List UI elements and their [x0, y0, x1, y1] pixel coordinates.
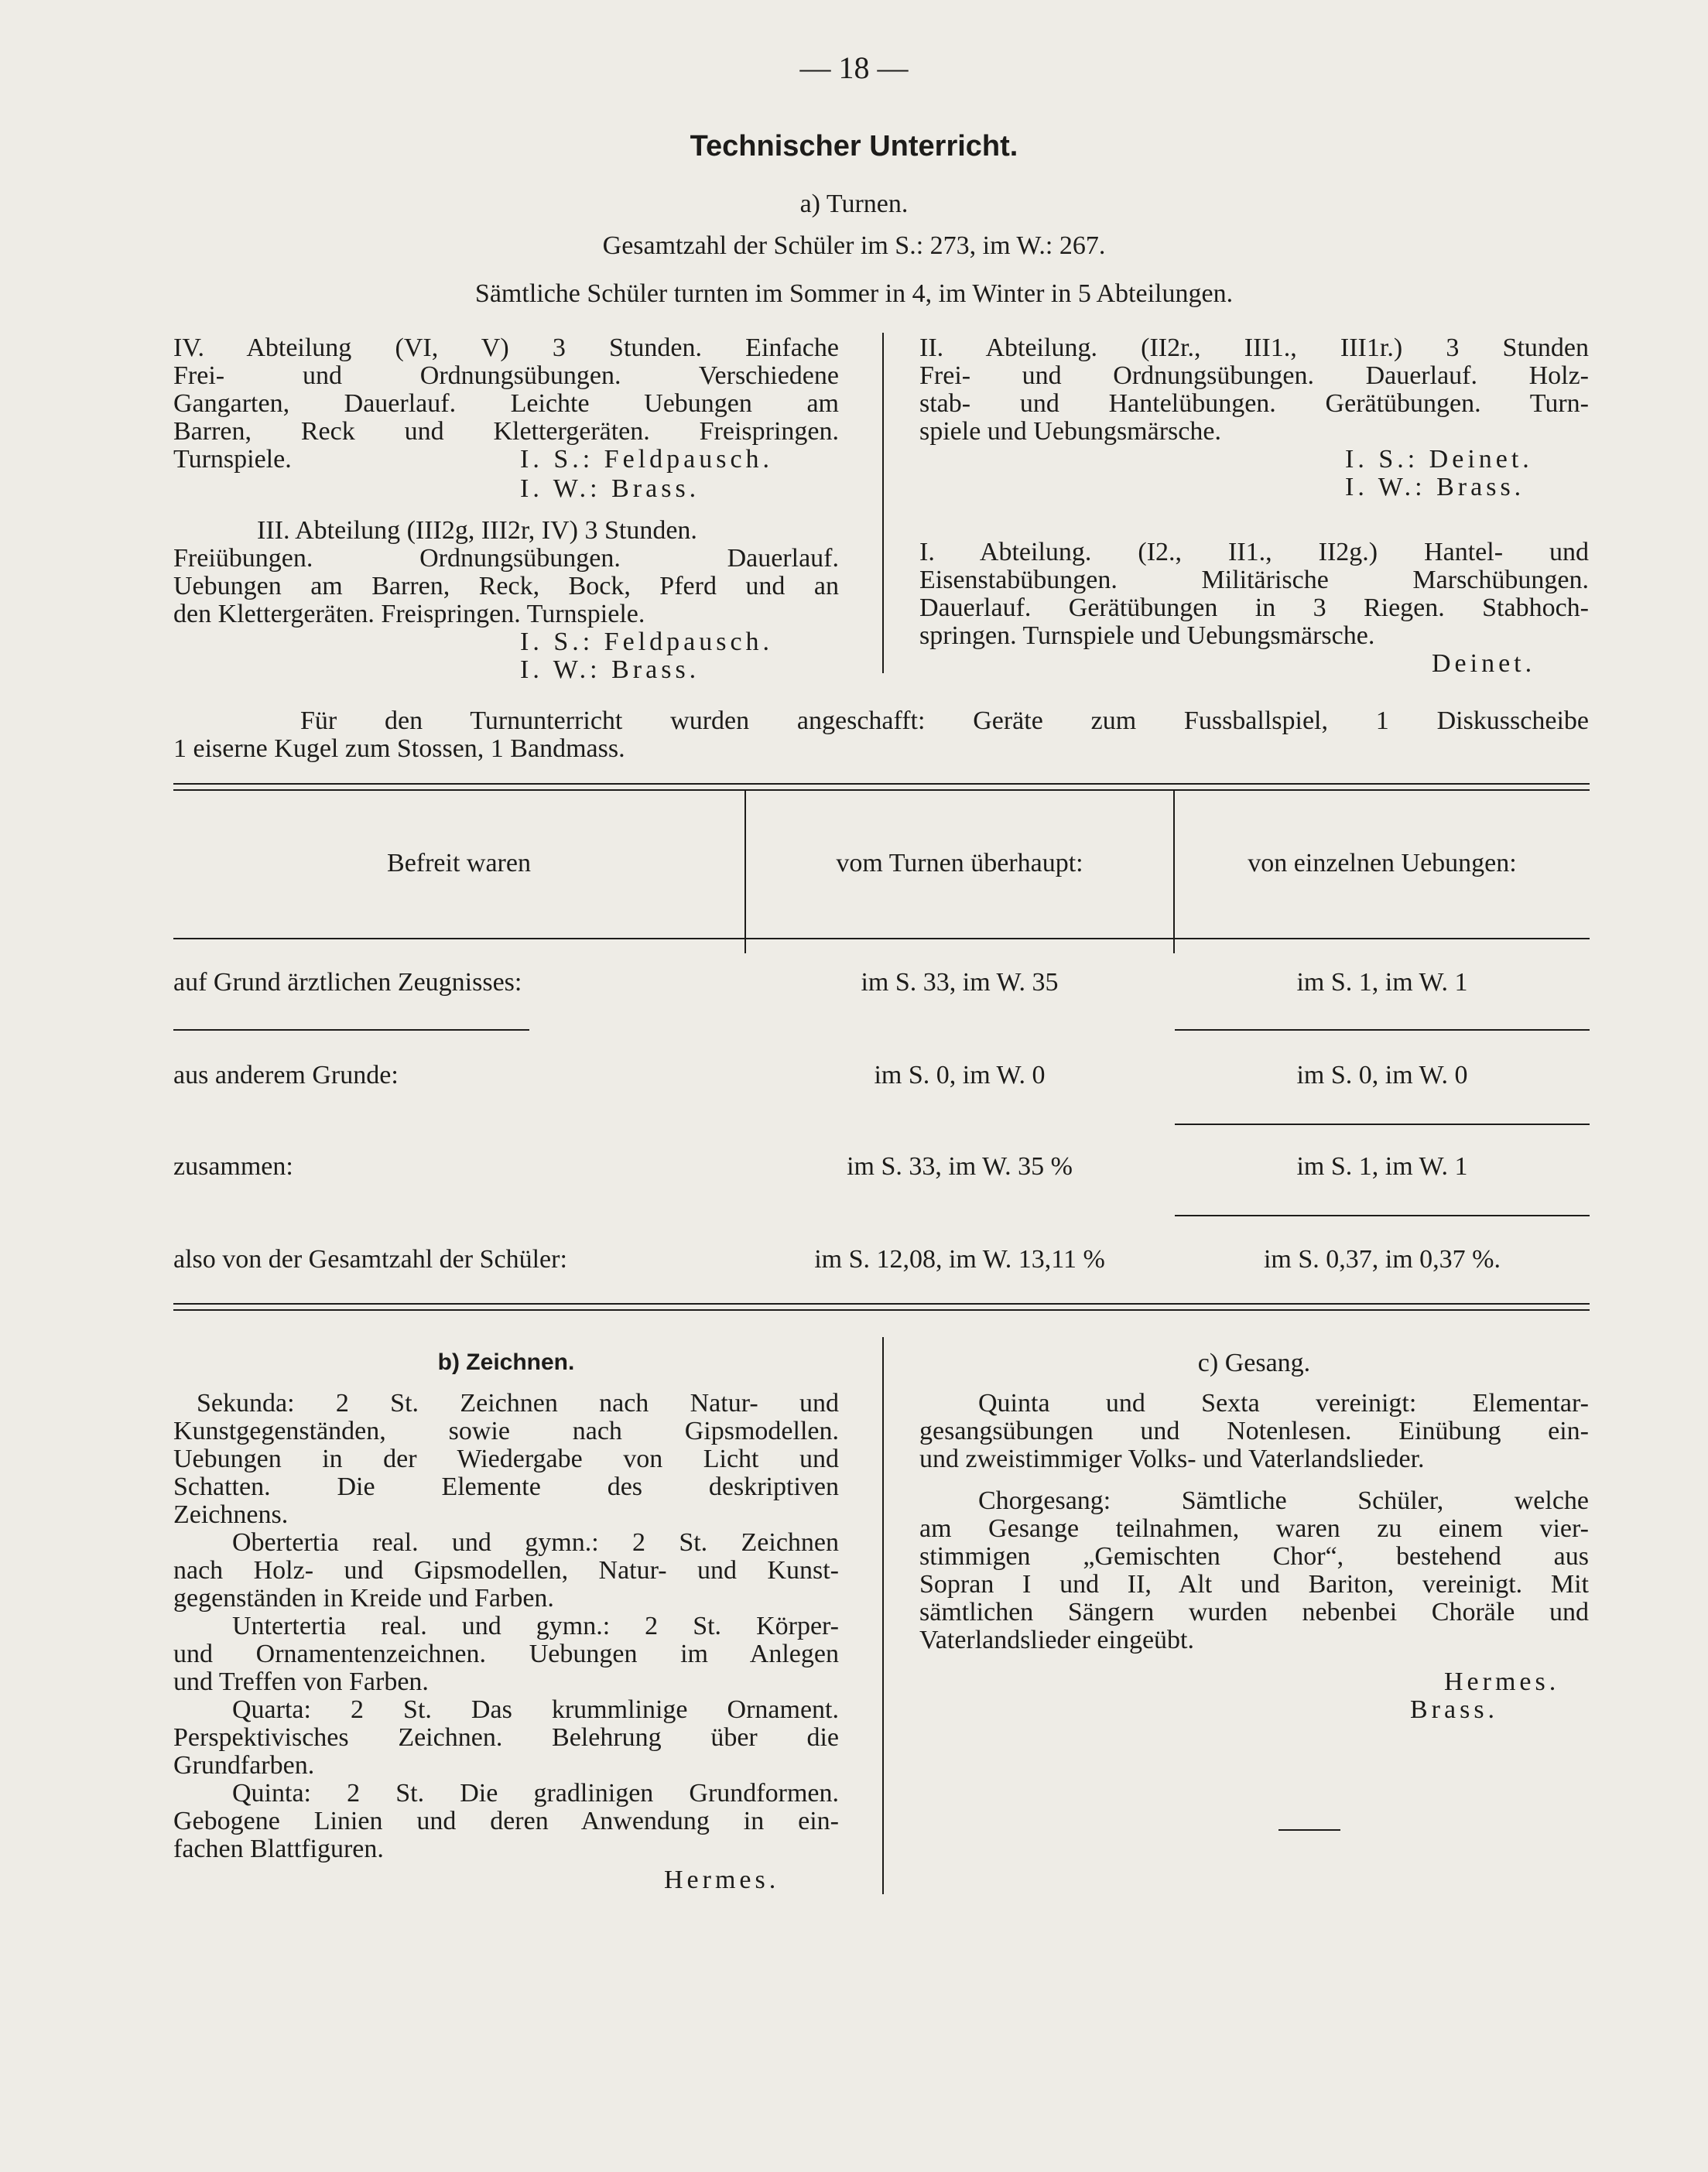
zeichnen-line: Grundfarben.	[173, 1751, 315, 1780]
turnen-heading: a) Turnen.	[799, 190, 909, 218]
iii-line: Uebungen am Barren, Reck, Bock, Pferd und an	[173, 572, 839, 600]
ii-teacher-summer: I. S.: Deinet.	[1345, 445, 1533, 474]
ii-line: Frei- und Ordnungsübungen. Dauerlauf. Holz-	[919, 361, 1589, 390]
i-line: Eisenstabübungen. Militärische Marschübungen.	[919, 566, 1589, 594]
gesang-line: und zweistimmiger Volks- und Vaterlandslieder.	[919, 1445, 1425, 1473]
gesang-heading	[919, 1349, 1589, 1377]
column-divider	[882, 1337, 884, 1894]
zeichnen-line: gegenständen in Kreide und Farben.	[173, 1584, 554, 1613]
ii-teacher-winter: I. W.: Brass.	[1345, 473, 1525, 501]
zeichnen-line: Obertertia real. und gymn.: 2 St. Zeichnen	[232, 1528, 839, 1557]
gesang-line: stimmigen „Gemischten Chor“, bestehend aus	[919, 1542, 1589, 1571]
iv-line: IV. Abteilung (VI, V) 3 Stunden. Einfache	[173, 333, 839, 362]
i-teacher: Deinet.	[1432, 649, 1536, 678]
table-cell: im S. 0, im W. 0	[1296, 1061, 1468, 1089]
gesang-heading-text: c) Gesang.	[1197, 1349, 1311, 1377]
page-title: Technischer Unterricht.	[690, 130, 1018, 162]
table-cell: im S. 0,37, im 0,37 %.	[1263, 1245, 1501, 1274]
divisions-line: Sämtliche Schüler turnten im Sommer in 4, im Winter in 5 Abteilungen.	[474, 279, 1234, 308]
zeichnen-line: Kunstgegenständen, sowie nach Gipsmodellen.	[173, 1417, 839, 1445]
table-top-rule	[173, 783, 1590, 785]
i-line: Dauerlauf. Gerätübungen in 3 Riegen. Stabhoch-	[919, 593, 1589, 622]
ii-line: stab- und Hantelübungen. Gerätübungen. Turn-	[919, 389, 1589, 418]
iv-teacher-summer: I. S.: Feldpausch.	[520, 445, 774, 474]
gesang-line: Sopran I und II, Alt und Bariton, vereinigt. Mit	[919, 1570, 1589, 1599]
table-cell: im S. 12,08, im W. 13,11 %	[814, 1245, 1105, 1274]
table-cell: im S. 33, im W. 35	[861, 968, 1059, 997]
iv-line: Frei- und Ordnungsübungen. Verschiedene	[173, 361, 839, 390]
zeichnen-line: Schatten. Die Elemente des deskriptiven	[173, 1473, 839, 1501]
table-row-rule	[173, 938, 1590, 939]
iii-line: Freiübungen. Ordnungsübungen. Dauerlauf.	[173, 544, 839, 573]
gesang-signature: Hermes.	[1444, 1667, 1560, 1696]
end-rule	[1278, 1829, 1340, 1831]
page-number: — 18 —	[799, 50, 909, 85]
table-row-rule	[1175, 1215, 1590, 1216]
zeichnen-line: und Treffen von Farben.	[173, 1667, 429, 1696]
table-header: vom Turnen überhaupt:	[836, 849, 1083, 877]
iii-line: III. Abteilung (III2g, III2r, IV) 3 Stunden.	[257, 516, 697, 545]
gesang-line: sämtlichen Sängern wurden nebenbei Choräle und	[919, 1598, 1589, 1626]
zeichnen-signature: Hermes.	[664, 1866, 780, 1894]
gesang-line: Quinta und Sexta vereinigt: Elementar-	[978, 1389, 1589, 1418]
column-divider	[882, 333, 884, 673]
ii-line: spiele und Uebungsmärsche.	[919, 417, 1221, 446]
zeichnen-line: Untertertia real. und gymn.: 2 St. Körper-	[232, 1612, 839, 1640]
table-row-rule	[173, 1029, 529, 1031]
iii-teacher-winter: I. W.: Brass.	[520, 655, 700, 684]
table-row-label: also von der Gesamtzahl der Schüler:	[173, 1245, 567, 1274]
table-bottom-rule	[173, 1303, 1590, 1305]
i-line: I. Abteilung. (I2., II1., II2g.) Hantel- und	[919, 538, 1589, 566]
i-line: springen. Turnspiele und Uebungsmärsche.	[919, 621, 1375, 650]
zeichnen-line: Zeichnens.	[173, 1500, 289, 1529]
zeichnen-line: fachen Blattfiguren.	[173, 1835, 384, 1863]
gesang-line: am Gesange teilnahmen, waren zu einem vier-	[919, 1514, 1589, 1543]
table-cell: im S. 1, im W. 1	[1296, 968, 1468, 997]
zeichnen-line: Quinta: 2 St. Die gradlinigen Grundformen.	[232, 1779, 839, 1808]
iii-teacher-summer: I. S.: Feldpausch.	[520, 628, 774, 656]
total-students-line: Gesamtzahl der Schüler im S.: 273, im W.: 267.	[602, 231, 1106, 260]
table-cell: im S. 33, im W. 35 %	[847, 1152, 1073, 1181]
zeichnen-line: Uebungen in der Wiedergabe von Licht und	[173, 1445, 839, 1473]
purchase-line: Für den Turnunterricht wurden angeschafft: Geräte zum Fussballspiel, 1 Diskusscheibe	[300, 706, 1589, 735]
zeichnen-line: Perspektivisches Zeichnen. Belehrung über die	[173, 1723, 839, 1752]
table-header: von einzelnen Uebungen:	[1248, 849, 1517, 877]
ii-line: II. Abteilung. (II2r., III1., III1r.) 3 Stunden	[919, 333, 1589, 362]
zeichnen-heading: b) Zeichnen.	[437, 1349, 575, 1375]
iv-line: Barren, Reck und Klettergeräten. Freispringen.	[173, 417, 839, 446]
iii-line: den Klettergeräten. Freispringen. Turnspiele.	[173, 600, 645, 628]
purchase-line: 1 eiserne Kugel zum Stossen, 1 Bandmass.	[173, 734, 625, 763]
zeichnen-line: Quarta: 2 St. Das krummlinige Ornament.	[232, 1695, 839, 1724]
table-row-rule	[1175, 1029, 1590, 1031]
table-bottom-rule	[173, 1309, 1590, 1311]
table-header: Befreit waren	[387, 849, 531, 877]
table-top-rule	[173, 789, 1590, 791]
table-row-label: aus anderem Grunde:	[173, 1061, 399, 1089]
table-row-label: auf Grund ärztlichen Zeugnisses:	[173, 968, 522, 997]
iv-teacher-winter: I. W.: Brass.	[520, 474, 700, 503]
table-row-rule	[1175, 1124, 1590, 1125]
iv-line: Turnspiele.	[173, 445, 292, 474]
table-row-label: zusammen:	[173, 1152, 293, 1181]
section-heading-turnen	[0, 190, 1708, 218]
zeichnen-line: Sekunda: 2 St. Zeichnen nach Natur- und	[197, 1389, 839, 1418]
gesang-line: Chorgesang: Sämtliche Schüler, welche	[978, 1486, 1589, 1515]
gesang-line: gesangsübungen und Notenlesen. Einübung ein-	[919, 1417, 1589, 1445]
table-cell: im S. 0, im W. 0	[874, 1061, 1046, 1089]
zeichnen-line: und Ornamentenzeichnen. Uebungen im Anlegen	[173, 1640, 839, 1668]
table-cell: im S. 1, im W. 1	[1296, 1152, 1468, 1181]
iv-line: Gangarten, Dauerlauf. Leichte Uebungen am	[173, 389, 839, 418]
zeichnen-line: Gebogene Linien und deren Anwendung in ein-	[173, 1807, 839, 1835]
zeichnen-line: nach Holz- und Gipsmodellen, Natur- und Kunst-	[173, 1556, 839, 1585]
gesang-line: Vaterlandslieder eingeübt.	[919, 1626, 1194, 1654]
gesang-signature: Brass.	[1410, 1695, 1499, 1724]
